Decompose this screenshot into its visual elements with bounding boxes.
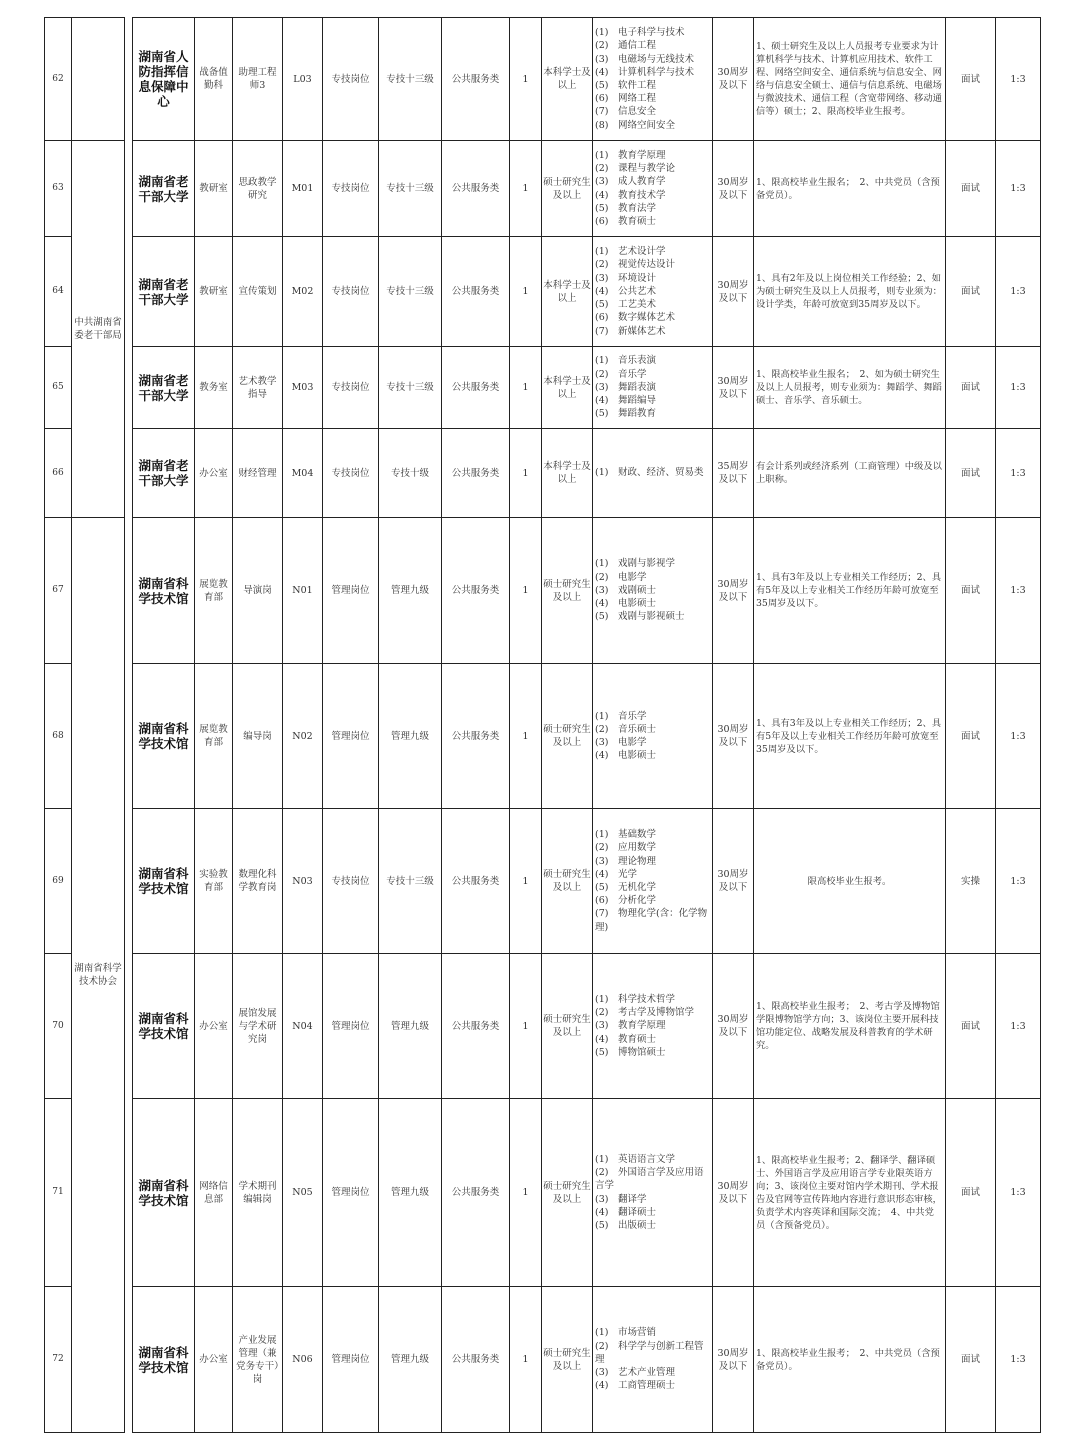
major-item: (7) 物理化学(含：化学物理)	[595, 908, 708, 933]
seq-cell: 68	[45, 664, 72, 809]
major-item: (5) 舞蹈教育	[595, 408, 656, 420]
education-cell: 本科学士及以上	[542, 18, 593, 141]
unit-cell: 湖南省人防指挥信息保障中心	[133, 18, 195, 141]
majors-cell	[593, 429, 713, 518]
table-row	[45, 429, 1041, 518]
grade-cell: 管理九级	[379, 1099, 442, 1287]
unit-cell: 湖南省科学技术馆	[133, 518, 195, 664]
table-row	[45, 141, 1041, 237]
major-item: (4) 教育技术学	[595, 189, 666, 201]
major-item: (3) 翻译学	[595, 1193, 647, 1205]
unit-cell: 湖南省科学技术馆	[133, 809, 195, 954]
major-item: (4) 光学	[595, 868, 637, 880]
major-item: (3) 艺术产业管理	[595, 1367, 675, 1379]
post-cell: 财经管理	[233, 429, 283, 518]
code-cell: M02	[283, 237, 323, 347]
count-cell: 1	[510, 1287, 542, 1433]
dept-cell: 网络信息部	[195, 1099, 233, 1287]
count-cell: 1	[510, 237, 542, 347]
age-cell: 30周岁及以下	[713, 141, 754, 237]
gap-cell	[125, 809, 133, 954]
grade-cell: 管理九级	[379, 1287, 442, 1433]
seq-cell: 64	[45, 237, 72, 347]
gap-cell	[125, 429, 133, 518]
major-item: (7) 信息安全	[595, 106, 656, 118]
count-cell: 1	[510, 518, 542, 664]
dept-cell: 教研室	[195, 141, 233, 237]
gap-cell	[125, 954, 133, 1099]
major-item: (5) 戏剧与影视硕士	[595, 611, 685, 623]
method-cell: 面试	[946, 954, 996, 1099]
unit-cell: 湖南省科学技术馆	[133, 1287, 195, 1433]
exam-cell: 公共服务类	[442, 664, 510, 809]
method-cell: 面试	[946, 141, 996, 237]
ratio-cell: 1:3	[996, 954, 1041, 1099]
major-item: (3) 教育学原理	[595, 1020, 666, 1032]
dept-cell: 教务室	[195, 347, 233, 429]
count-cell: 1	[510, 18, 542, 141]
exam-cell: 公共服务类	[442, 518, 510, 664]
age-cell: 30周岁及以下	[713, 809, 754, 954]
category-cell: 管理岗位	[323, 1099, 379, 1287]
code-cell: N06	[283, 1287, 323, 1433]
dept-cell: 教研室	[195, 237, 233, 347]
group-cell: 湖南省科学技术协会	[72, 518, 125, 1433]
major-item: (5) 博物馆硕士	[595, 1046, 666, 1058]
group-cell: 中共湖南省委老干部局	[72, 141, 125, 518]
method-cell: 面试	[946, 18, 996, 141]
exam-cell: 公共服务类	[442, 18, 510, 141]
gap-cell	[125, 237, 133, 347]
code-cell: N03	[283, 809, 323, 954]
seq-cell: 72	[45, 1287, 72, 1433]
seq-cell: 63	[45, 141, 72, 237]
age-cell: 30周岁及以下	[713, 1099, 754, 1287]
major-item: (3) 电影学	[595, 737, 647, 748]
major-item: (4) 电影硕士	[595, 750, 656, 762]
majors-cell	[593, 141, 713, 237]
category-cell: 专技岗位	[323, 347, 379, 429]
post-cell: 学术期刊编辑岗	[233, 1099, 283, 1287]
table-row	[45, 954, 1041, 1099]
gap-cell	[125, 141, 133, 237]
unit-cell: 湖南省老干部大学	[133, 237, 195, 347]
conditions-cell: 1、限高校毕业生报考； 2、中共党员（含预备党员）。	[754, 1287, 946, 1433]
recruitment-table	[44, 17, 1041, 1433]
seq-cell: 62	[45, 18, 72, 141]
count-cell: 1	[510, 429, 542, 518]
majors-cell	[593, 18, 713, 141]
major-item: (2) 应用数学	[595, 842, 656, 854]
count-cell: 1	[510, 954, 542, 1099]
seq-cell: 70	[45, 954, 72, 1099]
major-item: (1) 基础数学	[595, 829, 656, 841]
education-cell: 硕士研究生及以上	[542, 664, 593, 809]
majors-cell	[593, 664, 713, 809]
grade-cell: 管理九级	[379, 664, 442, 809]
exam-cell: 公共服务类	[442, 429, 510, 518]
major-item: (4) 电影硕士	[595, 598, 656, 610]
ratio-cell: 1:3	[996, 1287, 1041, 1433]
conditions-cell: 1、限高校毕业生报考； 2、考古学及博物馆学限博物馆学方向；3、该岗位主要开展科技馆功能定位、战略发展及科普教育的学术研究。	[754, 954, 946, 1099]
dept-cell: 战备值勤科	[195, 18, 233, 141]
count-cell: 1	[510, 347, 542, 429]
method-cell: 面试	[946, 237, 996, 347]
major-item: (2) 音乐硕士	[595, 723, 656, 735]
dept-cell: 展览教育部	[195, 518, 233, 664]
exam-cell: 公共服务类	[442, 1099, 510, 1287]
major-item: (2) 外国语言学及应用语言学	[595, 1167, 704, 1192]
gap-cell	[125, 518, 133, 664]
table-row	[45, 1287, 1041, 1433]
code-cell: M01	[283, 141, 323, 237]
grade-cell: 管理九级	[379, 518, 442, 664]
ratio-cell: 1:3	[996, 347, 1041, 429]
major-item: (7) 新媒体艺术	[595, 325, 666, 337]
seq-cell: 66	[45, 429, 72, 518]
grade-cell: 专技十级	[379, 429, 442, 518]
education-cell: 硕士研究生及以上	[542, 954, 593, 1099]
category-cell: 管理岗位	[323, 1287, 379, 1433]
code-cell: N02	[283, 664, 323, 809]
category-cell: 管理岗位	[323, 954, 379, 1099]
table-row	[45, 664, 1041, 809]
conditions-cell: 1、限高校毕业生报名； 2、中共党员（含预备党员）。	[754, 141, 946, 237]
post-cell: 助理工程师3	[233, 18, 283, 141]
count-cell: 1	[510, 664, 542, 809]
major-item: (4) 计算机科学与技术	[595, 66, 694, 78]
method-cell: 面试	[946, 518, 996, 664]
seq-cell: 71	[45, 1099, 72, 1287]
conditions-cell: 有会计系列或经济系列（工商管理）中级及以上职称。	[754, 429, 946, 518]
dept-cell: 办公室	[195, 1287, 233, 1433]
code-cell: N05	[283, 1099, 323, 1287]
method-cell: 面试	[946, 429, 996, 518]
conditions-cell: 1、限高校毕业生报考；2、翻译学、翻译硕士、外国语言学及应用语言学专业限英语方向；3、该岗位主要对馆内学术期刊、学术报告及官网等宣传阵地内容进行意识形态审核，负责学术内容英译和国际交流； 4、中共党员（含预备党员）。	[754, 1099, 946, 1287]
exam-cell: 公共服务类	[442, 141, 510, 237]
ratio-cell: 1:3	[996, 1099, 1041, 1287]
major-item: (4) 公共艺术	[595, 285, 656, 297]
gap-cell	[125, 18, 133, 141]
code-cell: L03	[283, 18, 323, 141]
category-cell: 管理岗位	[323, 664, 379, 809]
category-cell: 管理岗位	[323, 518, 379, 664]
education-cell: 本科学士及以上	[542, 237, 593, 347]
exam-cell: 公共服务类	[442, 954, 510, 1099]
unit-cell: 湖南省老干部大学	[133, 141, 195, 237]
majors-cell	[593, 347, 713, 429]
major-item: (6) 网络工程	[595, 93, 656, 105]
age-cell: 30周岁及以下	[713, 347, 754, 429]
code-cell: N04	[283, 954, 323, 1099]
age-cell: 30周岁及以下	[713, 518, 754, 664]
unit-cell: 湖南省科学技术馆	[133, 954, 195, 1099]
grade-cell: 管理九级	[379, 954, 442, 1099]
post-cell: 艺术教学指导	[233, 347, 283, 429]
table-row	[45, 809, 1041, 954]
majors-cell	[593, 809, 713, 954]
post-cell: 数理化科学教育岗	[233, 809, 283, 954]
grade-cell: 专技十三级	[379, 237, 442, 347]
grade-cell: 专技十三级	[379, 141, 442, 237]
major-item: (3) 舞蹈表演	[595, 381, 656, 393]
method-cell: 面试	[946, 347, 996, 429]
gap-cell	[125, 1099, 133, 1287]
major-item: (5) 工艺美术	[595, 299, 656, 311]
major-item: (2) 考古学及博物馆学	[595, 1007, 694, 1019]
major-item: (5) 出版硕士	[595, 1219, 656, 1231]
conditions-cell: 限高校毕业生报考。	[754, 809, 946, 954]
major-item: (2) 电影学	[595, 571, 647, 583]
major-item: (3) 戏剧硕士	[595, 584, 656, 596]
major-item: (1) 英语语言文学	[595, 1153, 675, 1165]
major-item: (1) 艺术设计学	[595, 246, 666, 258]
major-item: (2) 科学学与创新工程管理	[595, 1340, 704, 1365]
conditions-cell: 1、限高校毕业生报名； 2、如为硕士研究生及以上人员报考，则专业须为：舞蹈学、舞蹈硕士、音乐学、音乐硕士。	[754, 347, 946, 429]
post-cell: 产业发展管理（兼党务专干）岗	[233, 1287, 283, 1433]
major-item: (4) 教育硕士	[595, 1033, 656, 1045]
dept-cell: 实验教育部	[195, 809, 233, 954]
major-item: (1) 市场营销	[595, 1327, 656, 1339]
dept-cell: 办公室	[195, 954, 233, 1099]
table-row	[45, 347, 1041, 429]
grade-cell: 专技十三级	[379, 347, 442, 429]
major-item: (3) 理论物理	[595, 855, 656, 867]
major-item: (5) 教育法学	[595, 202, 656, 214]
table-row	[45, 518, 1041, 664]
major-item: (6) 数字媒体艺术	[595, 312, 675, 324]
education-cell: 本科学士及以上	[542, 347, 593, 429]
seq-cell: 65	[45, 347, 72, 429]
code-cell: N01	[283, 518, 323, 664]
method-cell: 面试	[946, 1099, 996, 1287]
majors-cell	[593, 1099, 713, 1287]
method-cell: 面试	[946, 1287, 996, 1433]
majors-cell	[593, 954, 713, 1099]
seq-cell: 67	[45, 518, 72, 664]
gap-cell	[125, 1287, 133, 1433]
unit-cell: 湖南省老干部大学	[133, 347, 195, 429]
education-cell: 本科学士及以上	[542, 429, 593, 518]
education-cell: 硕士研究生及以上	[542, 141, 593, 237]
age-cell: 30周岁及以下	[713, 664, 754, 809]
post-cell: 展馆发展与学术研究岗	[233, 954, 283, 1099]
category-cell: 专技岗位	[323, 237, 379, 347]
count-cell: 1	[510, 141, 542, 237]
dept-cell: 展览教育部	[195, 664, 233, 809]
major-item: (3) 成人教育学	[595, 176, 666, 188]
major-item: (2) 课程与教学论	[595, 163, 675, 175]
major-item: (6) 教育硕士	[595, 215, 656, 227]
method-cell: 实操	[946, 809, 996, 954]
unit-cell: 湖南省科学技术馆	[133, 1099, 195, 1287]
exam-cell: 公共服务类	[442, 237, 510, 347]
major-item: (4) 舞蹈编导	[595, 395, 656, 407]
category-cell: 专技岗位	[323, 809, 379, 954]
major-item: (1) 科学技术哲学	[595, 993, 675, 1005]
exam-cell: 公共服务类	[442, 809, 510, 954]
post-cell: 编导岗	[233, 664, 283, 809]
major-item: (1) 教育学原理	[595, 149, 666, 161]
majors-cell	[593, 518, 713, 664]
gap-cell	[125, 664, 133, 809]
major-item: (1) 音乐表演	[595, 355, 656, 367]
grade-cell: 专技十三级	[379, 809, 442, 954]
table-row	[45, 1099, 1041, 1287]
major-item: (2) 通信工程	[595, 40, 656, 52]
table-row	[45, 18, 1041, 141]
major-item: (2) 视觉传达设计	[595, 259, 675, 271]
exam-cell: 公共服务类	[442, 347, 510, 429]
category-cell: 专技岗位	[323, 141, 379, 237]
education-cell: 硕士研究生及以上	[542, 1099, 593, 1287]
exam-cell: 公共服务类	[442, 1287, 510, 1433]
age-cell: 30周岁及以下	[713, 237, 754, 347]
ratio-cell: 1:3	[996, 429, 1041, 518]
category-cell: 专技岗位	[323, 18, 379, 141]
education-cell: 硕士研究生及以上	[542, 518, 593, 664]
major-item: (2) 音乐学	[595, 368, 647, 380]
conditions-cell: 1、具有3年及以上专业相关工作经历；2、具有5年及以上专业相关工作经历年龄可放宽至35周岁及以下。	[754, 518, 946, 664]
major-item: (8) 网络空间安全	[595, 119, 675, 131]
post-cell: 宣传策划	[233, 237, 283, 347]
age-cell: 30周岁及以下	[713, 1287, 754, 1433]
group-cell	[72, 18, 125, 141]
major-item: (1) 音乐学	[595, 710, 647, 722]
education-cell: 硕士研究生及以上	[542, 809, 593, 954]
post-cell: 思政教学研究	[233, 141, 283, 237]
method-cell: 面试	[946, 664, 996, 809]
unit-cell: 湖南省科学技术馆	[133, 664, 195, 809]
conditions-cell: 1、具有2年及以上岗位相关工作经验；2、如为硕士研究生及以上人员报考，则专业须为：设计学类，年龄可放宽到35周岁及以下。	[754, 237, 946, 347]
major-item: (3) 环境设计	[595, 272, 656, 284]
conditions-cell: 1、具有3年及以上专业相关工作经历；2、具有5年及以上专业相关工作经历年龄可放宽至35周岁及以下。	[754, 664, 946, 809]
post-cell: 导演岗	[233, 518, 283, 664]
major-item: (4) 工商管理硕士	[595, 1380, 675, 1392]
ratio-cell: 1:3	[996, 809, 1041, 954]
major-item: (1) 电子科学与技术	[595, 27, 685, 39]
major-item: (4) 翻译硕士	[595, 1206, 656, 1218]
grade-cell: 专技十三级	[379, 18, 442, 141]
ratio-cell: 1:3	[996, 18, 1041, 141]
major-item: (5) 软件工程	[595, 80, 656, 91]
major-item: (3) 电磁场与无线技术	[595, 53, 694, 65]
category-cell: 专技岗位	[323, 429, 379, 518]
table-body	[45, 18, 1041, 1433]
seq-cell: 69	[45, 809, 72, 954]
count-cell: 1	[510, 1099, 542, 1287]
ratio-cell: 1:3	[996, 664, 1041, 809]
unit-cell: 湖南省老干部大学	[133, 429, 195, 518]
ratio-cell: 1:3	[996, 237, 1041, 347]
ratio-cell: 1:3	[996, 141, 1041, 237]
code-cell: M04	[283, 429, 323, 518]
table-row	[45, 237, 1041, 347]
age-cell: 30周岁及以下	[713, 954, 754, 1099]
major-item: (6) 分析化学	[595, 895, 656, 907]
conditions-cell: 1、硕士研究生及以上人员报考专业要求为计算机科学与技术、计算机应用技术、软件工程、网络空间安全、通信系统与信息安全、网络与信息安全硕士、通信与信息系统、电磁场与微波技术、通信工程（含宽带网络、移动通信等）硕士；2、限高校毕业生报考。	[754, 18, 946, 141]
major-item: (5) 无机化学	[595, 882, 656, 893]
majors-cell	[593, 1287, 713, 1433]
age-cell: 35周岁及以下	[713, 429, 754, 518]
education-cell: 硕士研究生及以上	[542, 1287, 593, 1433]
dept-cell: 办公室	[195, 429, 233, 518]
age-cell: 30周岁及以下	[713, 18, 754, 141]
majors-cell	[593, 237, 713, 347]
count-cell: 1	[510, 809, 542, 954]
gap-cell	[125, 347, 133, 429]
major-item: (1) 财政、经济、贸易类	[595, 467, 704, 479]
major-item: (1) 戏剧与影视学	[595, 558, 675, 570]
ratio-cell: 1:3	[996, 518, 1041, 664]
code-cell: M03	[283, 347, 323, 429]
